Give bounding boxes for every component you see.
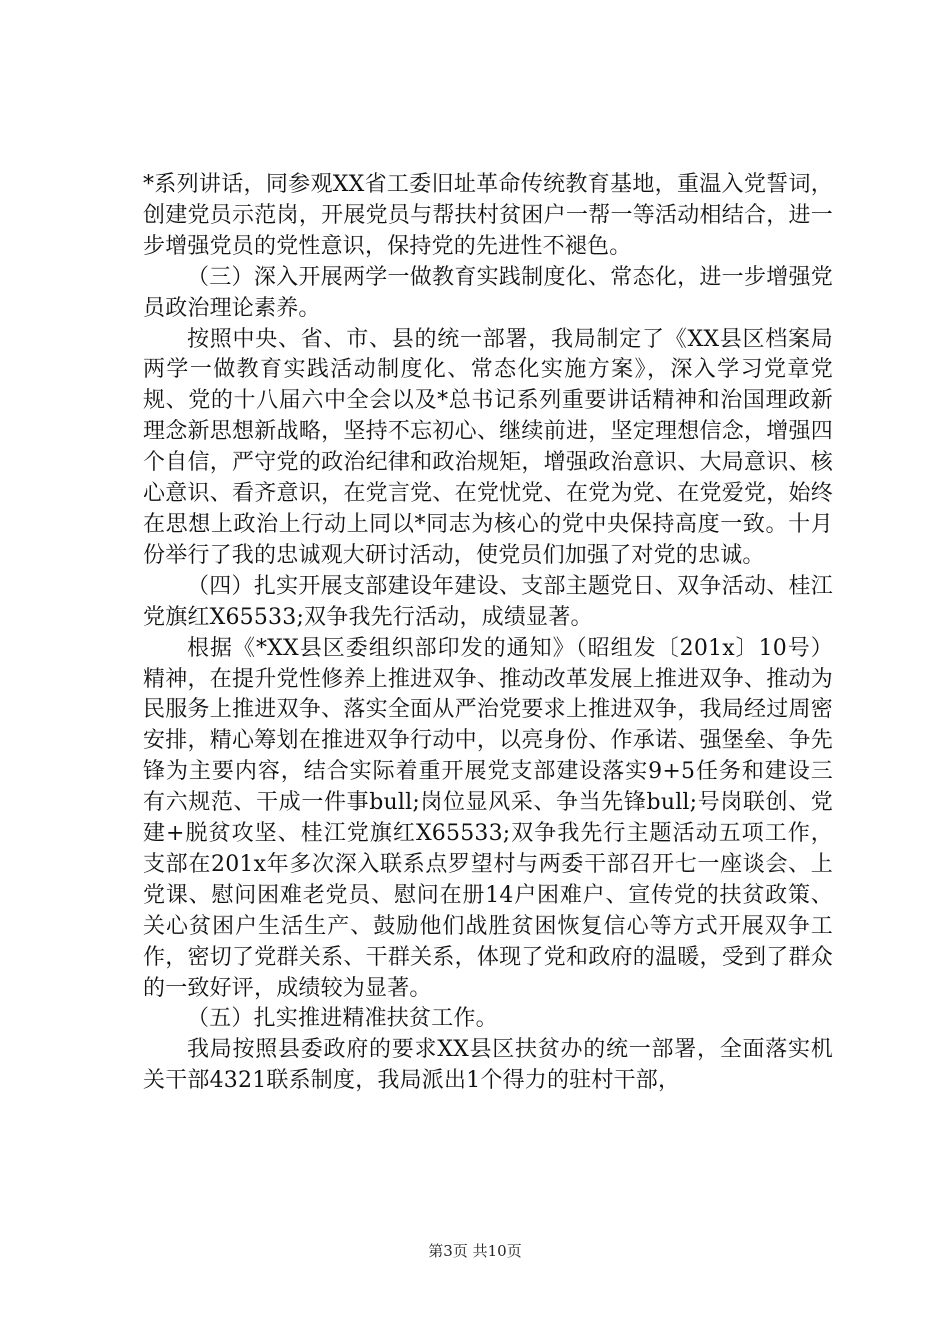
page-number-footer: 第3页 共10页 xyxy=(428,1242,522,1260)
section-heading-4: （四）扎实开展支部建设年建设、支部主题党日、双争活动、桂江党旗红X65533;双争我先行活动，成绩显著。 xyxy=(143,573,833,630)
paragraph-continuation: *系列讲话，同参观XX省工委旧址革命传统教育基地，重温入党誓词，创建党员示范岗，开展党员与帮扶村贫困户一帮一等活动相结合，进一步增强党员的党性意识，保持党的先进性不褪色。 xyxy=(143,172,833,259)
paragraph: 按照中央、省、市、县的统一部署，我局制定了《XX县区档案局两学一做教育实践活动制度化、常态化实施方案》，深入学习党章党规、党的十八届六中全会以及*总书记系列重要讲话精神和治国理政新理念新思想新战略，坚持不忘初心、继续前进，坚定理想信念，增强四个自信，严守党的政治纪律和政治规矩，增强政治意识、大局意识、核心意识、看齐意识，在党言党、在党忧党、在党为党、在党爱党，始终在思想上政治上行动上同以*同志为核心的党中央保持高度一致。十月份举行了我的忠诚观大研讨活动，使党员们加强了对党的忠诚。 xyxy=(143,326,833,568)
section-heading-5: （五）扎实推进精准扶贫工作。 xyxy=(187,1006,498,1032)
section-heading-3: （三）深入开展两学一做教育实践制度化、常态化，进一步增强党员政治理论素养。 xyxy=(143,264,833,321)
paragraph: 根据《*XX县区委组织部印发的通知》（昭组发〔201x〕10号）精神，在提升党性修养上推进双争、推动改革发展上推进双争、推动为民服务上推进双争、落实全面从严治党要求上推进双争，我局经过周密安排，精心筹划在推进双争行动中，以亮身份、作承诺、强堡垒、争先锋为主要内容，结合实际着重开展党支部建设落实9+5任务和建设三有六规范、干成一件事bull;岗位显风采、争当先锋bull;号岗联创、党建+脱贫攻坚、桂江党旗红X65533;双争我先行主题活动五项工作，支部在201x年多次深入联系点罗望村与两委干部召开七一座谈会、上党课、慰问困难老党员、慰问在册14户困难户、宣传党的扶贫政策、关心贫困户生活生产、鼓励他们战胜贫困恢复信心等方式开展双争工作，密切了党群关系、干群关系，体现了党和政府的温暖，受到了群众的一致好评，成绩较为显著。 xyxy=(143,635,833,1001)
paragraph: 我局按照县委政府的要求XX县区扶贫办的统一部署，全面落实机关干部4321联系制度，我局派出1个得力的驻村干部， xyxy=(143,1037,833,1094)
document-body xyxy=(143,170,833,1097)
